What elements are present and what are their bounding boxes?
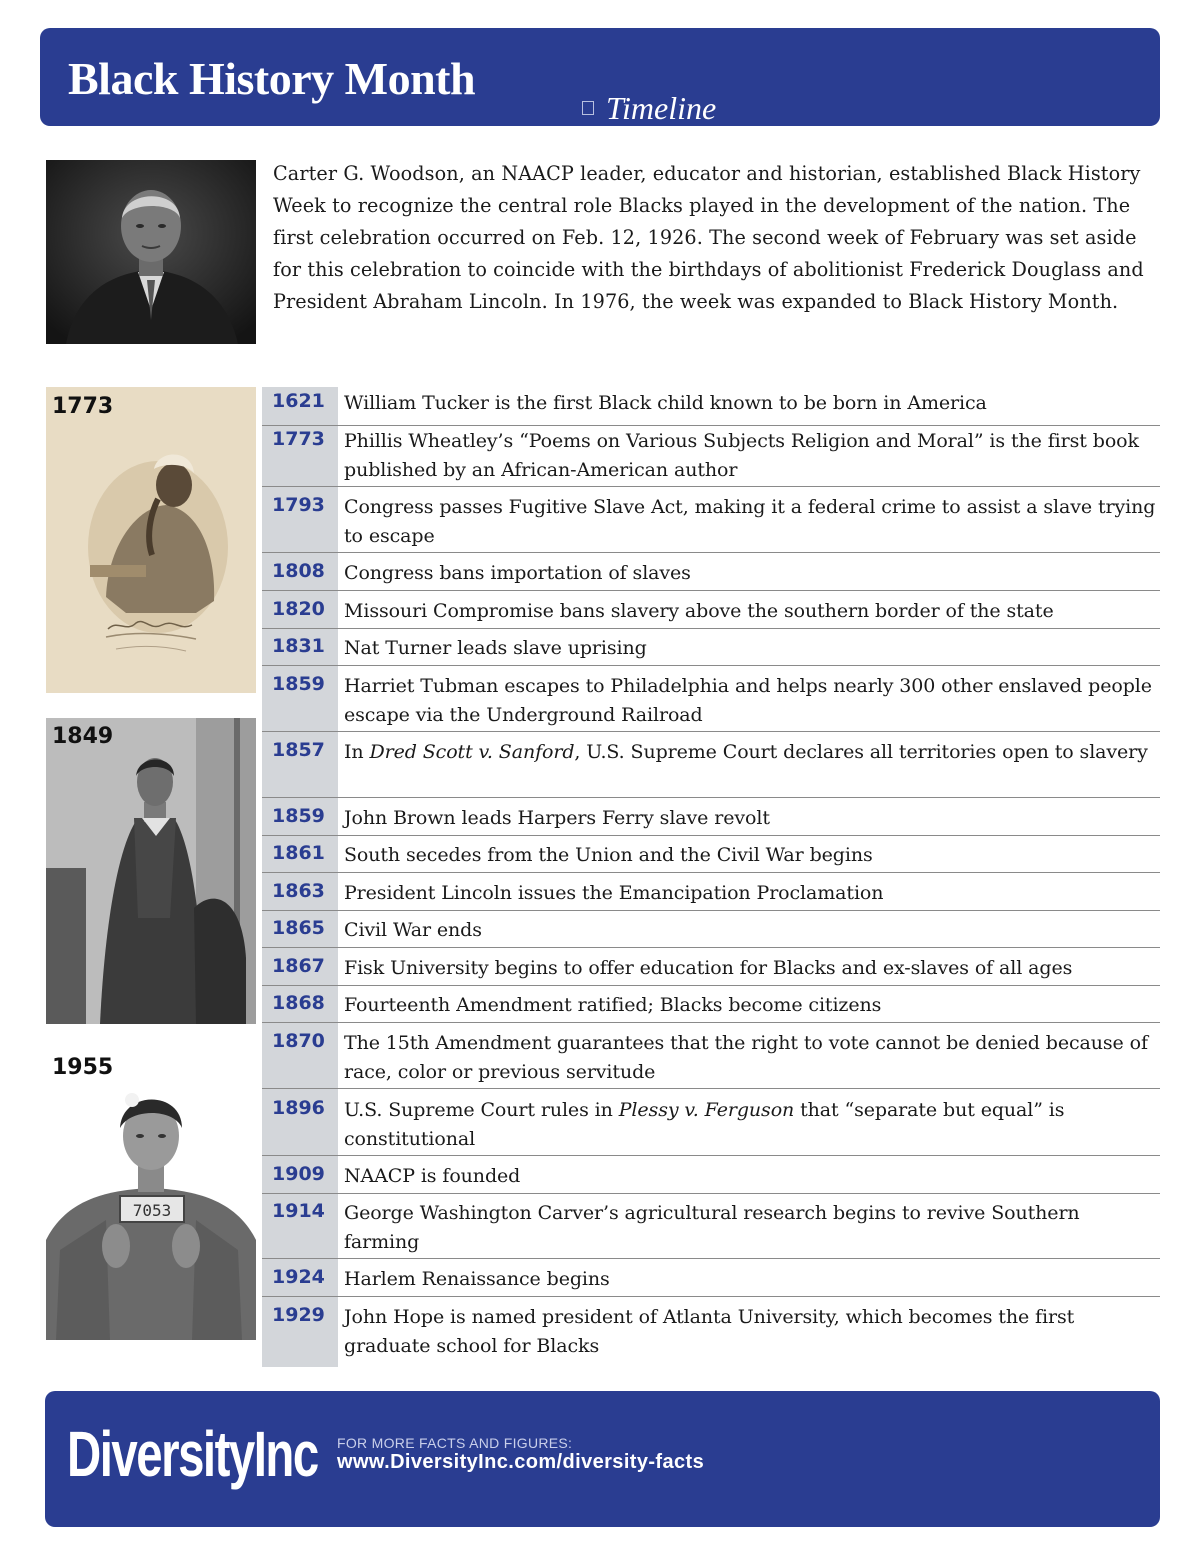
missing-glyph-box — [582, 101, 594, 115]
timeline-event: Fisk University begins to offer education for Blacks and ex-slaves of all ages — [344, 957, 1073, 979]
timeline-year: 1861 — [272, 842, 325, 864]
timeline-event: South secedes from the Union and the Civil War begins — [344, 844, 873, 866]
timeline-year: 1793 — [272, 494, 325, 516]
timeline-row — [262, 557, 1160, 591]
timeline-row — [262, 952, 1160, 986]
timeline-event: George Washington Carver’s agricultural research begins to revive Southern farming — [344, 1202, 1080, 1253]
timeline-event: Harriet Tubman escapes to Philadelphia and helps nearly 300 other enslaved people escape via the Underground Railroad — [344, 675, 1152, 726]
timeline-year: 1808 — [272, 560, 325, 582]
timeline-row — [262, 595, 1160, 629]
timeline-row — [262, 387, 1160, 426]
timeline-year: 1870 — [272, 1030, 325, 1052]
timeline-table — [262, 387, 1160, 1367]
diversityinc-logo: DiversityInc — [67, 1418, 318, 1490]
timeline-event: Congress passes Fugitive Slave Act, making it a federal crime to assist a slave trying to escape — [344, 496, 1156, 547]
rosa-parks-photo — [46, 1050, 256, 1340]
timeline-year: 1621 — [272, 390, 325, 412]
intro-paragraph: Carter G. Woodson, an NAACP leader, educator and historian, established Black History Week to recognize the central role Blacks played in the development of the nation. The first celebration occurred on Feb. 12, 1926. The second week of February was set aside for this celebration to coincide with the birthdays of abolitionist Frederick Douglass and President Abraham Lincoln. In 1976, the week was expanded to Black History Month. — [273, 162, 1144, 313]
timeline-year: 1857 — [272, 739, 325, 761]
timeline-row — [262, 491, 1160, 553]
svg-text:7053: 7053 — [132, 1201, 172, 1220]
timeline-year: 1863 — [272, 880, 325, 902]
photo-year-label: 1773 — [52, 394, 114, 419]
timeline-row — [262, 1197, 1160, 1259]
timeline-year: 1859 — [272, 673, 325, 695]
timeline-event: NAACP is founded — [344, 1165, 521, 1187]
timeline-event: Fourteenth Amendment ratified; Blacks become citizens — [344, 994, 882, 1016]
timeline-row — [262, 1301, 1160, 1363]
timeline-year: 1914 — [272, 1200, 325, 1222]
timeline-event: In Dred Scott v. Sanford, U.S. Supreme Court declares all territories open to slavery — [344, 741, 1148, 763]
timeline-row — [262, 1094, 1160, 1156]
timeline-year: 1773 — [272, 428, 325, 450]
timeline-event: The 15th Amendment guarantees that the right to vote cannot be denied because of race, color or previous servitude — [344, 1032, 1148, 1083]
photo-year-label: 1849 — [52, 724, 114, 749]
timeline-year: 1868 — [272, 992, 325, 1014]
harriet-tubman-photo — [46, 718, 256, 1024]
timeline-row — [262, 736, 1160, 798]
timeline-row — [262, 802, 1160, 836]
timeline-year: 1831 — [272, 635, 325, 657]
carter-woodson-photo — [46, 160, 256, 344]
page-subtitle: Timeline — [606, 90, 717, 126]
timeline-row — [262, 670, 1160, 732]
diversity-facts-link[interactable]: www.DiversityInc.com/diversity-facts — [337, 1451, 705, 1473]
timeline-event: William Tucker is the first Black child known to be born in America — [344, 392, 987, 414]
case-name: Plessy v. Ferguson — [618, 1099, 795, 1121]
photo-year-label: 1955 — [52, 1055, 114, 1080]
timeline-event: Civil War ends — [344, 919, 482, 941]
timeline-row — [262, 1160, 1160, 1194]
timeline-row — [262, 1027, 1160, 1089]
timeline-event: Congress bans importation of slaves — [344, 562, 691, 584]
timeline-row — [262, 632, 1160, 666]
timeline-event: Phillis Wheatley’s “Poems on Various Subjects Religion and Moral” is the first book published by an African-American author — [344, 430, 1139, 481]
timeline-event: John Hope is named president of Atlanta University, which becomes the first graduate school for Blacks — [344, 1306, 1075, 1357]
timeline-year: 1865 — [272, 917, 325, 939]
timeline-year: 1929 — [272, 1304, 325, 1326]
timeline-event: President Lincoln issues the Emancipation Proclamation — [344, 882, 884, 904]
timeline-year: 1909 — [272, 1163, 325, 1185]
timeline-row — [262, 425, 1160, 487]
timeline-year: 1924 — [272, 1266, 325, 1288]
timeline-year: 1820 — [272, 598, 325, 620]
timeline-event: Missouri Compromise bans slavery above the southern border of the state — [344, 600, 1054, 622]
timeline-event: John Brown leads Harpers Ferry slave revolt — [344, 807, 770, 829]
page-title: Black History Month — [68, 53, 476, 104]
timeline-year: 1859 — [272, 805, 325, 827]
timeline-row — [262, 1263, 1160, 1297]
timeline-row — [262, 839, 1160, 873]
phillis-wheatley-engraving — [46, 387, 256, 693]
timeline-row — [262, 989, 1160, 1023]
timeline-row — [262, 914, 1160, 948]
footer-banner — [45, 1391, 1160, 1527]
timeline-year: 1867 — [272, 955, 325, 977]
header-banner — [40, 28, 1160, 126]
footer-cta: FOR MORE FACTS AND FIGURES: — [337, 1435, 573, 1451]
timeline-event: Nat Turner leads slave uprising — [344, 637, 647, 659]
case-name: Dred Scott v. Sanford — [369, 741, 575, 763]
timeline-year: 1896 — [272, 1097, 325, 1119]
timeline-row — [262, 877, 1160, 911]
timeline-event: Harlem Renaissance begins — [344, 1268, 610, 1290]
timeline-event: U.S. Supreme Court rules in Plessy v. Ferguson that “separate but equal” is constitutional — [344, 1099, 1065, 1150]
